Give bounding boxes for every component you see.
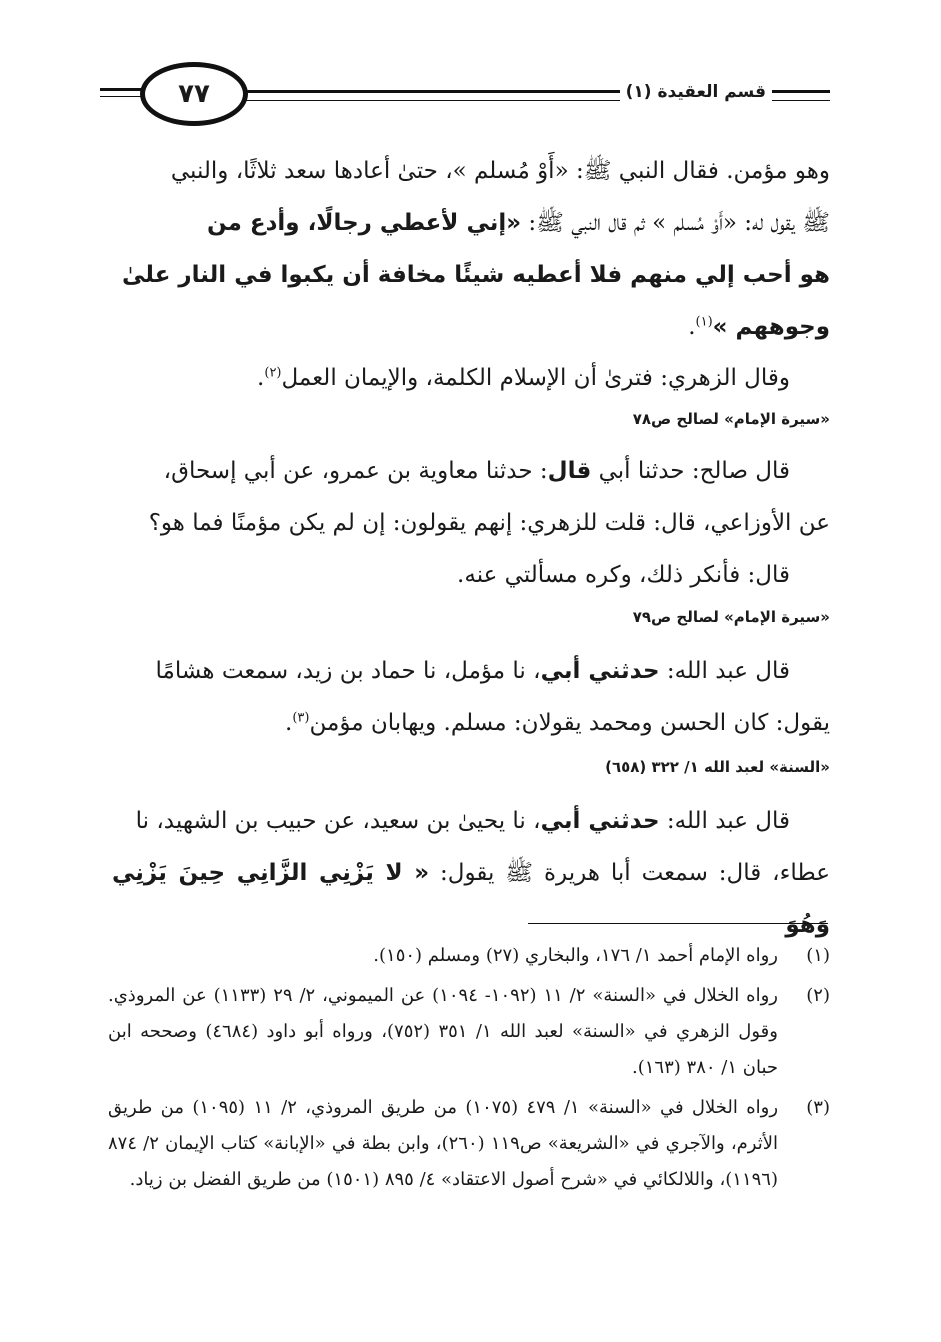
text-line	[112, 352, 830, 404]
footnote-number: (١)	[806, 945, 830, 966]
header-rule-left	[100, 88, 146, 91]
footnote-separator	[528, 923, 828, 924]
source-citation: «السنة» لعبد الله ١/ ٣٢٢ (٦٥٨)	[605, 758, 830, 776]
hadith-quote: « لا يَزْنِي الزَّانِي حِينَ يَزْنِي وَهُوَ	[112, 860, 830, 938]
bold-phrase: حدثني أبي	[540, 808, 660, 834]
text-span: عطاء، قال: سمعت أبا هريرة ﷺ يقول:	[429, 860, 830, 886]
footnote-3	[108, 1090, 830, 1198]
text-span: قال عبد الله:	[659, 808, 790, 834]
text-line: قال: فأنكر ذلك، وكره مسألتي عنه.	[457, 562, 790, 588]
footnote-text: رواه الخلال في «السنة» ١/ ٤٧٩ (١٠٧٥) من طريق المروذي، ٢/ ١١ (١٠٩٥) من طريق الأثرم، والآجري في «الشريعة» ص١١٩ (٢٦٠)، وابن بطة في «الإبانة» كتاب الإيمان ٢/ ٨٧٤ (١١٩٦)، واللالكائي في «شرح أصول الاعتقاد» ٤/ ٨٩٥ (١٥٠١) من طريق الفضل بن زياد.	[108, 1097, 779, 1190]
text-span: يقول: كان الحسن ومحمد يقولان: مسلم. ويهابان مؤمن	[309, 710, 830, 736]
footnote-ref: (١)	[695, 314, 713, 330]
footnote-ref: (٣)	[292, 710, 310, 726]
paragraph-zuhri	[112, 352, 830, 404]
text-span: ﷺ يقول له: «أَوْ مُسلم » ثم قال النبي ﷺ:	[521, 210, 830, 236]
footnote-1	[108, 938, 830, 974]
footnote-text: رواه الإمام أحمد ١/ ١٧٦، والبخاري (٢٧) ومسلم (١٥٠).	[373, 945, 778, 966]
text-span: قال عبد الله:	[659, 658, 790, 684]
bold-word: قال	[547, 458, 592, 484]
text-line	[112, 795, 830, 847]
footnote-ref: (٢)	[264, 365, 282, 381]
footnote-2	[108, 978, 830, 1086]
text-line	[112, 847, 830, 951]
hadith-quote: وجوههم »	[712, 314, 830, 340]
page-number: ٧٧	[178, 79, 210, 109]
text-span: وقال الزهري: فترىٰ أن الإسلام الكلمة، والإيمان العمل	[281, 365, 790, 391]
bold-phrase: حدثني أبي	[540, 658, 660, 684]
page-number-badge	[140, 62, 248, 126]
text-span: .	[285, 710, 293, 736]
text-line	[112, 697, 830, 749]
text-span: قال صالح: حدثنا أبي	[591, 458, 790, 484]
text-line	[112, 301, 830, 353]
hadith-quote-line: هو أحب إلي منهم فلا أعطيه شيئًا مخافة أن يكبوا في النار علىٰ	[122, 262, 830, 288]
page-header	[100, 60, 830, 130]
text-line	[112, 645, 830, 697]
text-line	[112, 445, 830, 497]
source-citation: «سيرة الإمام» لصالح ص٧٩	[632, 608, 830, 626]
footnote-text: رواه الخلال في «السنة» ٢/ ١١ (١٠٩٢- ١٠٩٤) عن الميموني، ٢/ ٢٩ (١١٣٣) عن المروذي. وقول الزهري في «السنة» لعبد الله ١/ ٣٥١ (٧٥٢)، ورواه أبو داود (٤٦٨٤) وصححه ابن حبان ١/ ٣٨٠ (١٦٣).	[108, 985, 778, 1078]
footnotes	[108, 938, 830, 1202]
paragraph-abdullah-1	[112, 645, 830, 749]
text-span: .	[688, 314, 696, 340]
paragraph-hadith-saad	[112, 145, 830, 353]
hadith-quote: «إني لأعطي رجالًا، وأدع من	[206, 210, 522, 236]
text-line: عن الأوزاعي، قال: قلت للزهري: إنهم يقولون: إن لم يكن مؤمنًا فما هو؟	[148, 510, 830, 536]
footnote-number: (٢)	[806, 985, 830, 1006]
header-rule-left-thin	[100, 96, 146, 97]
text-span: ، نا مؤمل، نا حماد بن زيد، سمعت هشامًا	[155, 658, 541, 684]
text-span: : حدثنا معاوية بن عمرو، عن أبي إسحاق،	[163, 458, 548, 484]
section-title: قسم العقيدة (١)	[620, 82, 772, 102]
text-line	[112, 145, 830, 197]
source-citation: «سيرة الإمام» لصالح ص٧٨	[632, 410, 830, 428]
text-span: وهو مؤمن. فقال النبي ﷺ: «أَوْ مُسلم »، حتىٰ أعادها سعد ثلاثًا، والنبي	[170, 158, 830, 184]
text-span: ، نا يحيىٰ بن سعيد، عن حبيب بن الشهيد، نا	[135, 808, 541, 834]
footnote-number: (٣)	[806, 1097, 830, 1118]
paragraph-saleh	[112, 445, 830, 601]
paragraph-abdullah-2	[112, 795, 830, 951]
text-line	[112, 197, 830, 249]
text-span: .	[257, 365, 265, 391]
